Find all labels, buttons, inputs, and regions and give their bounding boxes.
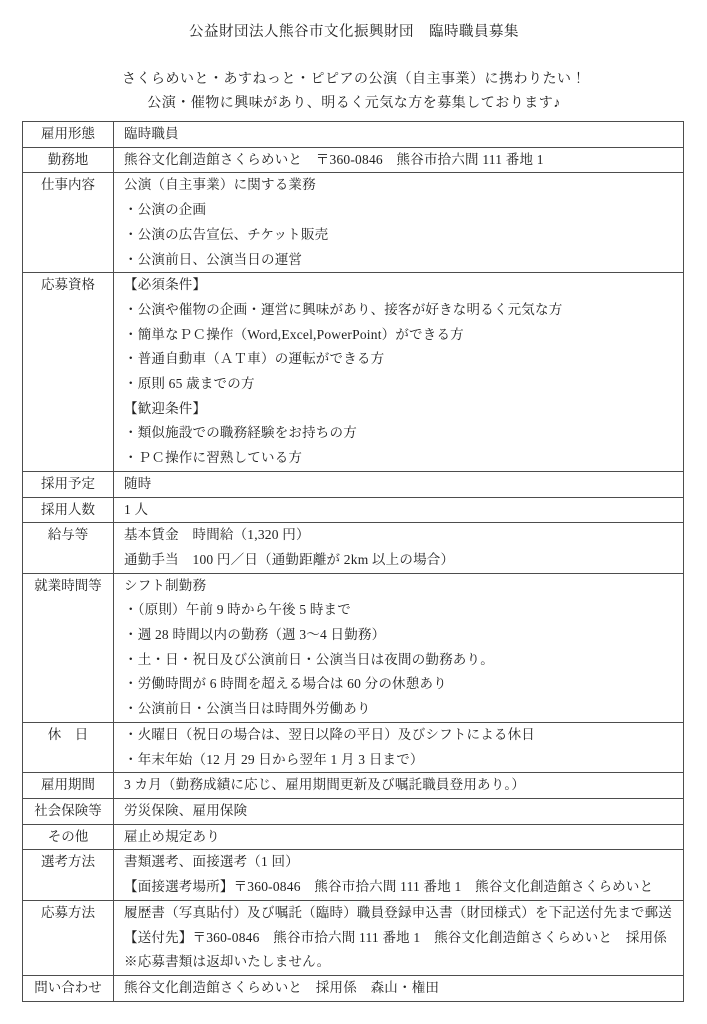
row-label: 勤務地 [23, 147, 114, 173]
content-line: シフト制勤務 [124, 577, 207, 593]
table-row [23, 850, 684, 900]
row-label: 休 日 [23, 722, 114, 772]
table-row [23, 975, 684, 1001]
row-content [114, 122, 684, 148]
content-line: 随時 [124, 475, 152, 491]
content-line: ※応募書類は返却いたしません。 [124, 954, 331, 970]
table-row [23, 523, 684, 573]
row-content [114, 471, 684, 497]
row-content [114, 850, 684, 900]
content-line: ・類似施設での職務経験をお持ちの方 [124, 425, 357, 441]
content-line: 雇止め規定あり [124, 828, 220, 844]
row-content [114, 573, 684, 722]
row-content [114, 173, 684, 273]
row-content [114, 975, 684, 1001]
table-row [23, 722, 684, 772]
table-row [23, 273, 684, 472]
table-row [23, 497, 684, 523]
row-label: 給与等 [23, 523, 114, 573]
row-content [114, 798, 684, 824]
content-line: ・公演前日、公演当日の運営 [124, 251, 303, 267]
row-label: 就業時間等 [23, 573, 114, 722]
content-line: ・（原則）午前 9 時から午後 5 時まで [124, 602, 351, 618]
row-content [114, 523, 684, 573]
table-row [23, 147, 684, 173]
content-line: ・簡単なＰＣ操作（Word,Excel,PowerPoint）ができる方 [124, 326, 464, 342]
job-posting-table-body [23, 122, 684, 1002]
content-line: 臨時職員 [124, 126, 179, 141]
row-label: 採用予定 [23, 471, 114, 497]
content-line: 【歓迎条件】 [124, 400, 207, 416]
row-label: 応募方法 [23, 900, 114, 975]
content-line: 書類選考、面接選考（1 回） [124, 854, 299, 870]
content-line: ・火曜日（祝日の場合は、翌日以降の平日）及びシフトによる休日 [124, 726, 535, 742]
table-row [23, 824, 684, 850]
row-content [114, 273, 684, 472]
content-line: 1 人 [124, 501, 149, 517]
row-label: 応募資格 [23, 273, 114, 472]
row-label: 社会保険等 [23, 798, 114, 824]
document-subtitle-1: さくらめいと・あすねっと・ピピアの公演（自主事業）に携わりたい！ [122, 72, 586, 87]
document-subtitle-2: 公演・催物に興味があり、明るく元気な方を募集しております♪ [147, 96, 561, 111]
table-row [23, 173, 684, 273]
content-line: ・ＰＣ操作に習熟している方 [124, 450, 303, 466]
content-line: ・労働時間が 6 時間を超える場合は 60 分の休憩あり [124, 676, 447, 692]
content-line: 熊谷文化創造館さくらめいと 〒360-0846 熊谷市拾六間 111 番地 1 [124, 151, 544, 167]
content-line: 労災保険、雇用保険 [124, 802, 248, 818]
row-content [114, 147, 684, 173]
content-line: ・公演の企画 [124, 202, 207, 218]
table-row [23, 773, 684, 799]
content-line: ・原則 65 歳までの方 [124, 376, 255, 392]
content-line: 基本賃金 時間給（1,320 円） [124, 527, 310, 543]
content-line: 【面接選考場所】〒360-0846 熊谷市拾六間 111 番地 1 熊谷文化創造館さくらめいと [124, 879, 654, 895]
document-title: 公益財団法人熊谷市文化振興財団 臨時職員募集 [189, 24, 519, 40]
content-line: 履歴書（写真貼付）及び嘱託（臨時）職員登録申込書（財団様式）を下記送付先まで郵送 [124, 904, 672, 920]
row-content [114, 773, 684, 799]
table-row [23, 900, 684, 975]
content-line: 熊谷文化創造館さくらめいと 採用係 森山・権田 [124, 979, 440, 995]
content-line: ・年末年始（12 月 29 日から翌年 1 月 3 日まで） [124, 751, 424, 767]
row-label: その他 [23, 824, 114, 850]
content-line: 3 カ月（勤務成績に応じ、雇用期間更新及び嘱託職員登用あり。） [124, 777, 526, 793]
content-line: ・公演前日・公演当日は時間外労働あり [124, 701, 371, 717]
row-label: 雇用期間 [23, 773, 114, 799]
row-label: 仕事内容 [23, 173, 114, 273]
row-content [114, 824, 684, 850]
row-label: 採用人数 [23, 497, 114, 523]
content-line: ・普通自動車（ＡＴ車）の運転ができる方 [124, 351, 385, 367]
table-row [23, 471, 684, 497]
table-row [23, 798, 684, 824]
row-label: 問い合わせ [23, 975, 114, 1001]
content-line: 公演（自主事業）に関する業務 [124, 177, 316, 193]
content-line: ・公演や催物の企画・運営に興味があり、接客が好きな明るく元気な方 [124, 301, 563, 317]
content-line: ・週 28 時間以内の勤務（週 3～4 日勤務） [124, 627, 386, 643]
row-label: 雇用形態 [23, 122, 114, 148]
row-label: 選考方法 [23, 850, 114, 900]
row-content [114, 497, 684, 523]
table-row [23, 573, 684, 722]
content-line: ・公演の広告宣伝、チケット販売 [124, 226, 329, 242]
content-line: 通勤手当 100 円／日（通勤距離が 2km 以上の場合） [124, 551, 455, 567]
row-content [114, 900, 684, 975]
content-line: 【必須条件】 [124, 277, 207, 293]
job-posting-table [22, 121, 684, 1002]
row-content [114, 722, 684, 772]
table-row [23, 122, 684, 148]
content-line: 【送付先】〒360-0846 熊谷市拾六間 111 番地 1 熊谷文化創造館さくらめいと 採用係 [124, 929, 667, 945]
content-line: ・土・日・祝日及び公演前日・公演当日は夜間の勤務あり。 [124, 651, 494, 667]
